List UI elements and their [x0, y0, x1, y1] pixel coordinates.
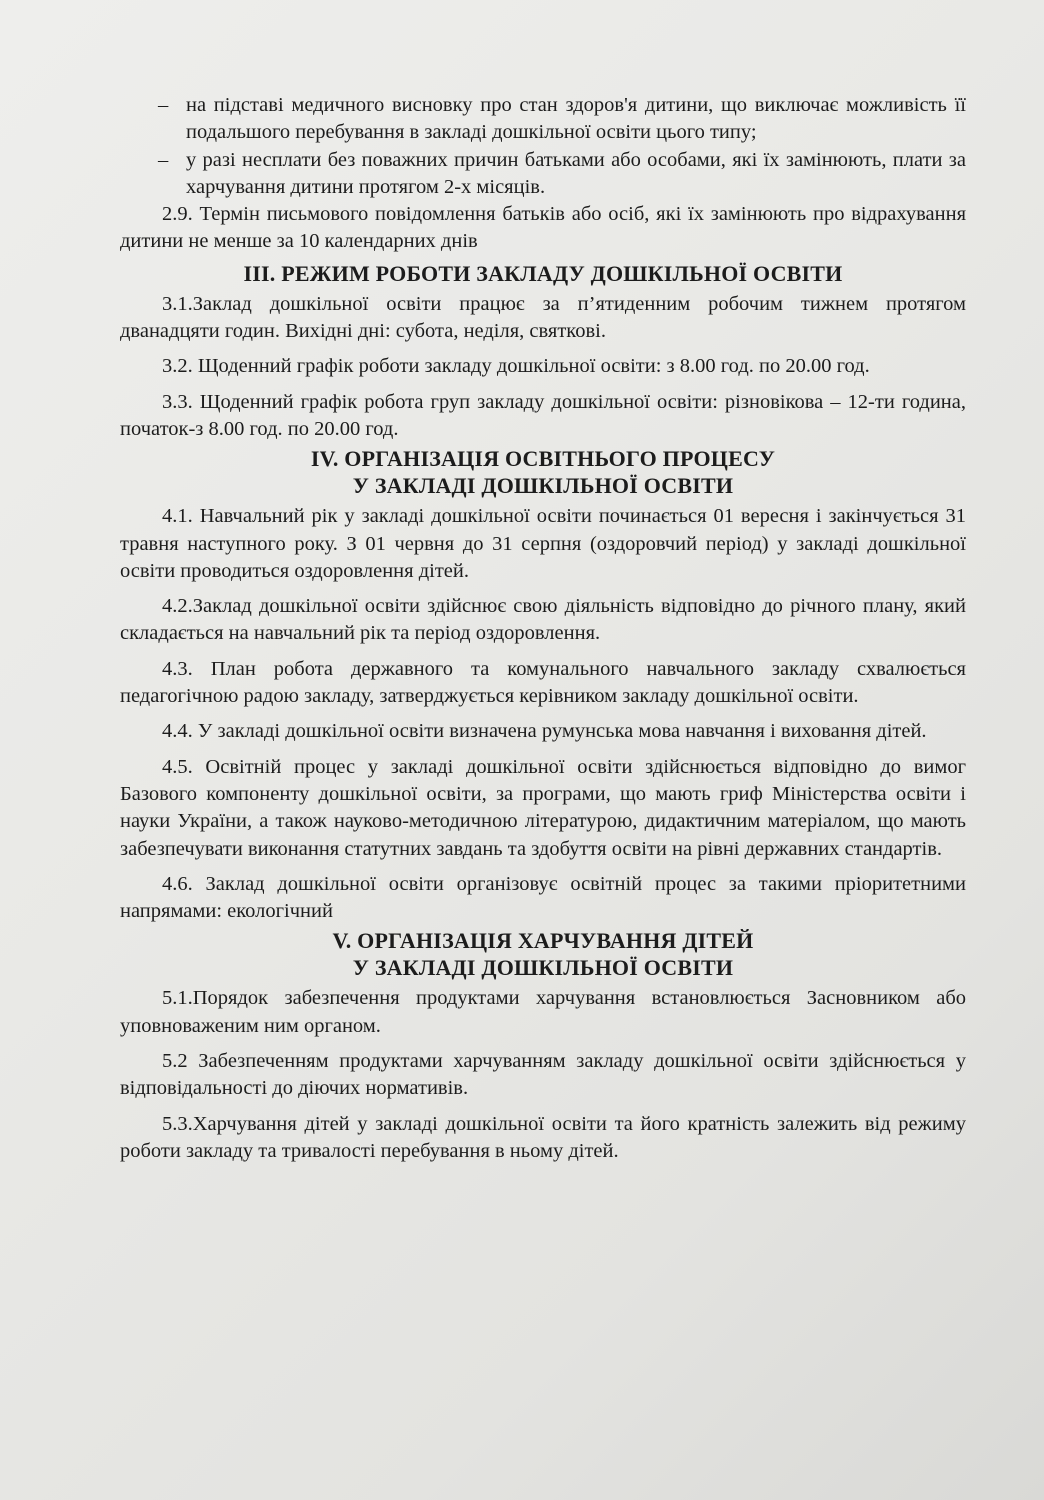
paragraph-2-9: 2.9. Термін письмового повідомлення батьків або осіб, які їх замінюють про відрахування дитини не менше за 10 календарних днів: [120, 203, 966, 253]
dash-marker: –: [158, 94, 169, 116]
paragraph-3-3: 3.3. Щоденний графік робота груп закладу дошкільної освіти: різновікова – 12-ти година, початок-з 8.00 год. по 20.00 год.: [120, 390, 966, 440]
paragraph-4-2: 4.2.Заклад дошкільної освіти здійснює свою діяльність відповідно до річного плану, який складається на навчальний рік та період оздоровлення.: [120, 595, 966, 645]
section-4-heading-line2: У ЗАКЛАДІ ДОШКІЛЬНОЇ ОСВІТИ: [352, 473, 734, 499]
paragraph-4-1: 4.1. Навчальний рік у закладі дошкільної освіти починається 01 вересня і закінчується 31 травня наступного року. З 01 червня до 31 серпня (оздоровчий період) у закладі дошкільної освіти проводиться оздоровлення дітей.: [120, 505, 966, 582]
paragraph-5-2: 5.2 Забезпеченням продуктами харчуванням закладу дошкільної освіти здійснюється у відповідальності до діючих нормативів.: [120, 1050, 966, 1100]
paragraph-5-3: 5.3.Харчування дітей у закладі дошкільної освіти та його кратність залежить від режиму роботи закладу та тривалості перебування в ньому дітей.: [120, 1112, 966, 1162]
paragraph-4-6: 4.6. Заклад дошкільної освіти організовує освітній процес за такими пріоритетними напрямами: екологічний: [120, 872, 966, 923]
dash-marker: –: [158, 148, 169, 171]
paragraph-4-4: 4.4. У закладі дошкільної освіти визначена румунська мова навчання і виховання дітей.: [162, 720, 927, 743]
paragraph-4-3: 4.3. План робота державного та комунального навчального закладу схвалюється педагогічною радою закладу, затверджується керівником закладу дошкільної освіти.: [120, 657, 966, 708]
bullet-medical-conclusion: [120, 92, 966, 147]
paragraph-4-5: 4.5. Освітній процес у закладі дошкільної освіти здійснюється відповідно до вимог Базового компоненту дошкільної освіти, за програми, що мають гриф Міністерства освіти і науки України, а також науково-методичною літературою, дидактичним матеріалом, що мають забезпечувати виконання статутних завдань та здобуття освіти на рівні державних стандартів.: [120, 755, 966, 860]
section-4-heading-line1: IV. ОРГАНІЗАЦІЯ ОСВІТНЬОГО ПРОЦЕСУ: [310, 446, 776, 472]
bullet-text: на підставі медичного висновку про стан здоров'я дитини, що виключає можливість її подальшого перебування в закладі дошкільної освіти цього типу;: [186, 94, 966, 144]
section-5-heading-line1: V. ОРГАНІЗАЦІЯ ХАРЧУВАННЯ ДІТЕЙ: [332, 928, 754, 954]
paragraph-3-1: 3.1.Заклад дошкільної освіти працює за п’ятиденним робочим тижнем протягом дванадцяти годин. Вихідні дні: субота, неділя, святкові.: [120, 292, 966, 343]
bullet-nonpayment: [120, 147, 966, 202]
paragraph-5-1: 5.1.Порядок забезпечення продуктами харчування встановлюється Засновником або уповноваженим ним органом.: [120, 987, 966, 1037]
section-5-heading-line2: У ЗАКЛАДІ ДОШКІЛЬНОЇ ОСВІТИ: [352, 955, 734, 981]
section-3-heading: ІІІ. РЕЖИМ РОБОТИ ЗАКЛАДУ ДОШКІЛЬНОЇ ОСВІТИ: [243, 260, 843, 286]
paragraph-3-2: 3.2. Щоденний графік роботи закладу дошкільної освіти: з 8.00 год. по 20.00 год.: [162, 355, 870, 378]
bullet-text: у разі несплати без поважних причин батьками або особами, які їх замінюють, плати за харчування дитини протягом 2-х місяців.: [186, 148, 966, 198]
